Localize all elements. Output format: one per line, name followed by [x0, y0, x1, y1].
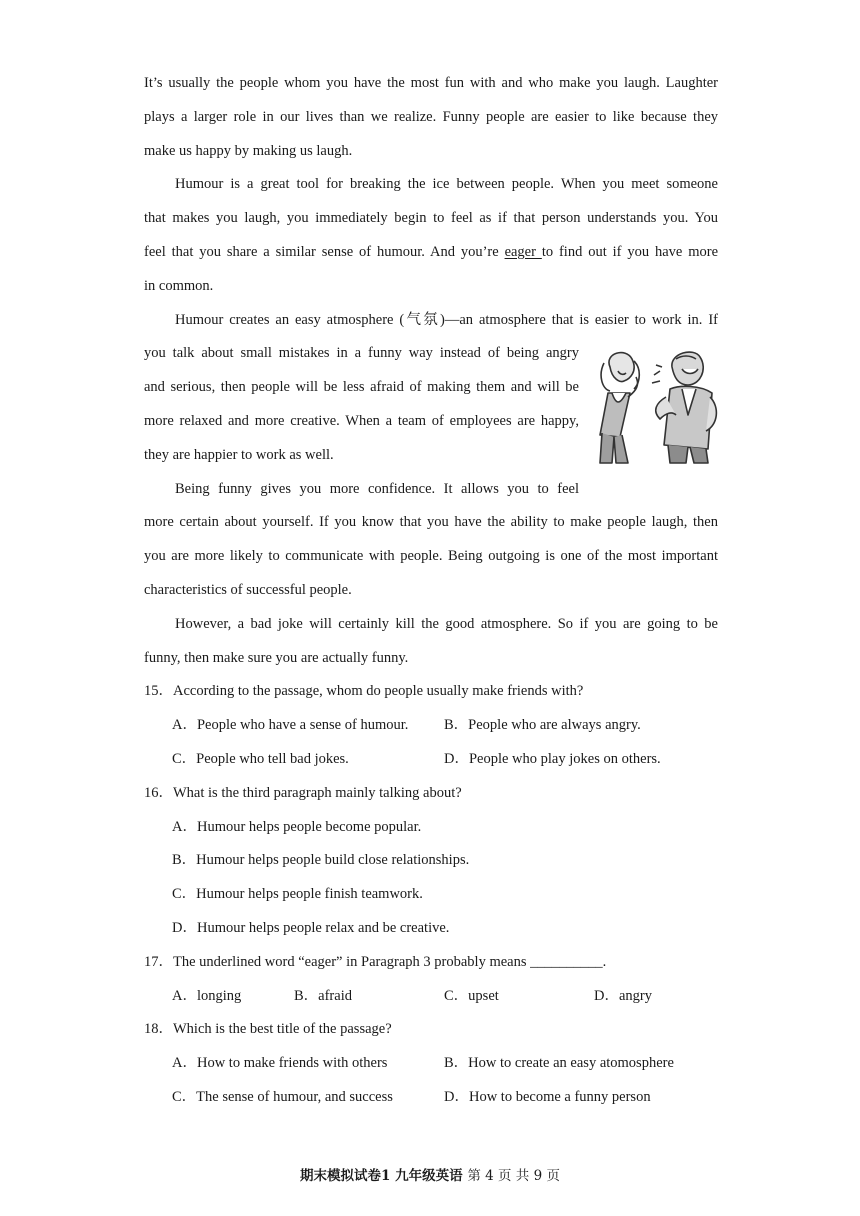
question-18-option-c: C．The sense of humour, and success	[172, 1089, 393, 1105]
question-18-option-a: A．How to make friends with others	[172, 1055, 388, 1071]
underlined-word-eager: eager	[504, 244, 542, 260]
question-16-option-d: D．Humour helps people relax and be creative.	[172, 920, 450, 936]
question-16-option-a: A．Humour helps people become popular.	[172, 819, 422, 835]
question-15-stem: 15．According to the passage, whom do people usually make friends with?	[144, 683, 584, 699]
passage-line: and serious, then people will be less afraid of making them and will be	[144, 379, 579, 395]
question-15-option-c: C．People who tell bad jokes.	[172, 751, 349, 767]
passage-line: It’s usually the people whom you have the most fun with and who make you laugh. Laughter	[144, 75, 718, 91]
laughing-people-illustration	[590, 345, 725, 465]
passage-line: you are more likely to communicate with people. Being outgoing is one of the most important	[144, 548, 718, 564]
footer-title: 期末模拟试卷1 九年级英语	[300, 1168, 463, 1184]
question-18-stem: 18．Which is the best title of the passage?	[144, 1021, 392, 1037]
passage-line: you talk about small mistakes in a funny way instead of being angry	[144, 345, 579, 361]
question-15-option-a: A．People who have a sense of humour.	[172, 717, 409, 733]
question-17-option-b: B．afraid	[294, 988, 352, 1004]
question-16-stem: 16．What is the third paragraph mainly talking about?	[144, 785, 462, 801]
question-18-option-d: D．How to become a funny person	[444, 1089, 651, 1105]
passage-line: in common.	[144, 278, 214, 294]
question-17-option-a: A．longing	[172, 988, 242, 1004]
passage-line: they are happier to work as well.	[144, 447, 334, 463]
passage-line: Being funny gives you more confidence. It allows you to feel	[175, 481, 579, 497]
passage-line: make us happy by making us laugh.	[144, 143, 353, 159]
passage-line: Humour is a great tool for breaking the ice between people. When you meet someone	[175, 176, 718, 192]
question-17-stem: 17．The underlined word “eager” in Paragraph 3 probably means __________.	[144, 954, 607, 970]
text-fragment: feel that you share a similar sense of humour. And you’re	[144, 244, 505, 260]
question-15-option-d: D．People who play jokes on others.	[444, 751, 661, 767]
question-16-option-b: B．Humour helps people build close relationships.	[172, 852, 470, 868]
passage-line: Humour creates an easy atmosphere (气氛)—an atmosphere that is easier to work in. If	[175, 312, 718, 328]
passage-line: plays a larger role in our lives than we realize. Funny people are easier to like because they	[144, 109, 718, 125]
passage-line: characteristics of successful people.	[144, 582, 352, 598]
question-17-option-d: D．angry	[594, 988, 652, 1004]
passage-line: that makes you laugh, you immediately begin to feel as if that person understands you. You	[144, 210, 718, 226]
passage-line: more relaxed and more creative. When a team of employees are happy,	[144, 413, 579, 429]
passage-line	[144, 242, 718, 262]
question-16-option-c: C．Humour helps people finish teamwork.	[172, 886, 423, 902]
passage-line: more certain about yourself. If you know that you have the ability to make people laugh, then	[144, 514, 718, 530]
passage-line: However, a bad joke will certainly kill the good atmosphere. So if you are going to be	[175, 616, 718, 632]
question-17-option-c: C．upset	[444, 988, 499, 1004]
passage-line: funny, then make sure you are actually funny.	[144, 650, 409, 666]
text-fragment: to find out if you have more	[541, 244, 718, 260]
footer-page-number: 第 4 页 共 9 页	[467, 1168, 560, 1184]
question-18-option-b: B．How to create an easy atomosphere	[444, 1055, 674, 1071]
page-footer	[0, 1164, 860, 1184]
question-15-option-b: B．People who are always angry.	[444, 717, 641, 733]
